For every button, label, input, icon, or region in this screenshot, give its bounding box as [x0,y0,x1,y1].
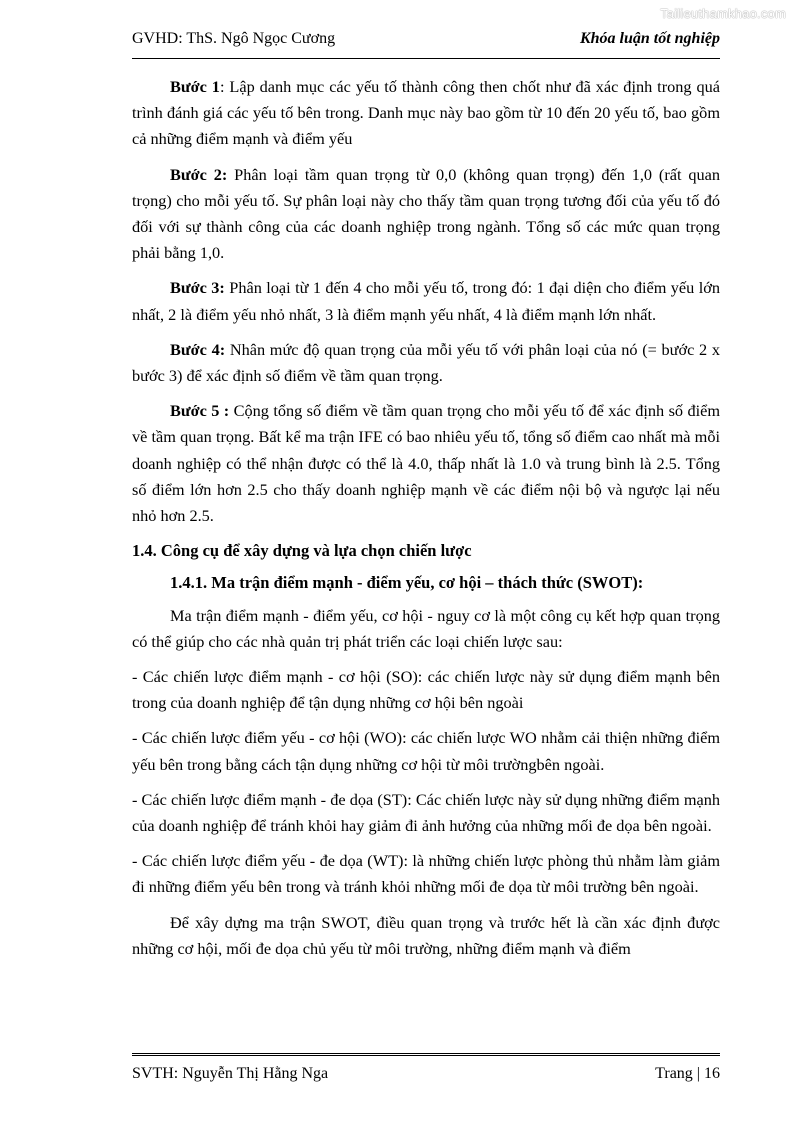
step-text: Lập danh mục các yếu tố thành công then chốt như đã xác định trong quá trình đánh giá các yếu tố bên trong. Danh mục này bao gồm từ 10 đến 20 yếu tố, bao gồm cả những điểm mạnh và điểm yếu [132,77,720,149]
step-paragraph: Bước 1: Lập danh mục các yếu tố thành công then chốt như đã xác định trong quá trình đánh giá các yếu tố bên trong. Danh mục này bao gồm từ 10 đến 20 yếu tố, bao gồm cả những điểm mạnh và điểm yếu [132,77,720,149]
page-number: Trang | 16 [655,1065,720,1082]
subsection-heading: 1.4.1. Ma trận điểm mạnh - điểm yếu, cơ hội – thách thức (SWOT): [170,573,644,593]
step-paragraph [132,337,720,389]
step-label: Bước 5 : [170,401,230,421]
strategy-item: - Các chiến lược điểm yếu - cơ hội (WO): các chiến lược WO nhằm cải thiện những điểm yếu bên trong bằng cách tận dụng những cơ hội từ môi trườngbên ngoài. [132,728,720,774]
step-label: Bước 3: [170,278,225,298]
watermark-text: Tailieuthamkhao.com [660,6,786,21]
step-label: Bước 1 [170,77,220,96]
strategy-item: - Các chiến lược điểm mạnh - cơ hội (SO): các chiến lược này sử dụng điểm mạnh bên trong của doanh nghiệp để tận dụng những cơ hội bên ngoài [132,667,720,713]
step-paragraph [132,398,720,529]
page-body [132,74,720,971]
step-text: Cộng tổng số điểm về tầm quan trọng cho mỗi yếu tố để xác định số điểm về tầm quan trọng. Bất kể ma trận IFE có bao nhiêu yếu tố, tổng số điểm cao nhất mà mỗi doanh nghiệp có thể nhận được có thể là 4.0, thấp nhất là 1.0 và trung bình là 2.5. Tổng số điểm lớn hơn 2.5 cho thấy doanh nghiệp mạnh về các điểm nội bộ và ngược lại nếu nhỏ hơn 2.5. [132,401,721,526]
page-header [132,28,720,59]
step-paragraph [132,162,720,267]
header-thesis-title: Khóa luận tốt nghiệp [579,30,720,47]
closing-paragraph: Để xây dựng ma trận SWOT, điều quan trọng và trước hết là cần xác định được những cơ hội, mối đe dọa chủ yếu từ môi trường, những điểm mạnh và điểm [132,912,720,958]
strategy-item: - Các chiến lược điểm mạnh - đe dọa (ST): Các chiến lược này sử dụng những điểm mạnh của doanh nghiệp để tránh khỏi hay giảm đi ảnh hưởng của những mối đe dọa bên ngoài. [132,789,720,836]
intro-paragraph: Ma trận điểm mạnh - điểm yếu, cơ hội - nguy cơ là một công cụ kết hợp quan trọng có thể giúp cho các nhà quản trị phát triển các loại chiến lược sau: [132,605,720,651]
step-text: Nhân mức độ quan trọng của mỗi yếu tố với phân loại của nó (= bước 2 x bước 3) để xác định số điểm về tầm quan trọng. [132,339,720,386]
section-heading: 1.4. Công cụ để xây dựng và lựa chọn chiến lược [132,541,472,561]
step-text: Phân loại từ 1 đến 4 cho mỗi yếu tố, trong đó: 1 đại diện cho điểm yếu lớn nhất, 2 là điểm yếu nhỏ nhất, 3 là điểm mạnh yếu nhất, 4 là điểm mạnh lớn nhất. [132,278,720,324]
step-paragraph [132,275,720,327]
page-footer [132,1053,720,1090]
step-label: Bước 2: [170,164,228,184]
footer-student: SVTH: Nguyễn Thị Hằng Nga [132,1065,329,1082]
step-text: Phân loại tầm quan trọng từ 0,0 (không quan trọng) đến 1,0 (rất quan trọng) cho mỗi yếu tố. Sự phân loại này cho thấy tầm quan trọng tương đối của yếu tố đó đối với sự thành công của các doanh nghiệp trong ngành. Tổng số các mức quan trọng phải bằng 1,0. [132,164,720,263]
header-supervisor: GVHD: ThS. Ngô Ngọc Cương [132,30,336,47]
strategy-item: - Các chiến lược điểm yếu - đe dọa (WT): là những chiến lược phòng thủ nhằm làm giảm đi những điểm yếu bên trong và tránh khỏi những mối đe dọa từ môi trường bên ngoài. [132,851,720,897]
step-label: Bước 4: [170,339,226,359]
